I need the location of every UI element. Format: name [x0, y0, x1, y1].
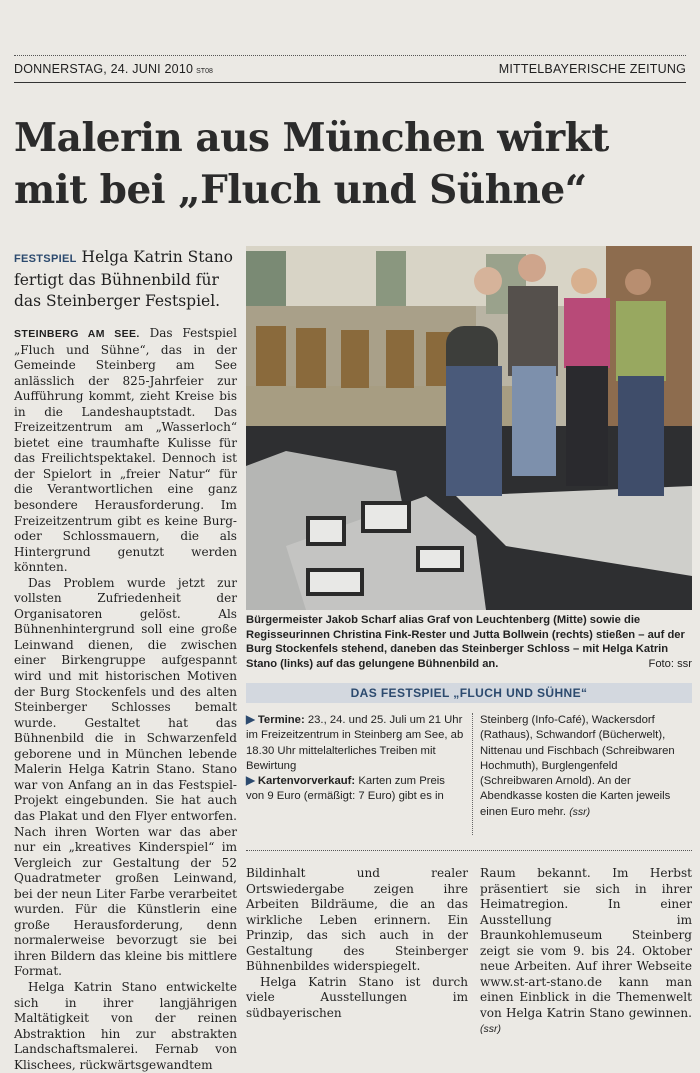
termine-text: 23., 24. und 25. Juli um 21 Uhr im Freizeitzentrum in Steinberg am See, ab 18.30 Uhr mittelalterliches Treiben mit Bewirtung: [246, 714, 464, 772]
header-rule: [14, 82, 686, 83]
headline: Malerin aus München wirkt mit bei „Fluch und Sühne“: [14, 115, 609, 213]
article-paragraph-4: Bildinhalt und realer Ortswiedergabe zeigen ihre Arbeiten Bildräume, die an das wirkliche Leben erinnern. Ein Prinzip, das sich auch in der Gestaltung des Steinberger Bühnenbildes widerspiegelt.: [246, 866, 468, 974]
infobox-divider: [472, 713, 473, 835]
subhead: [14, 247, 239, 312]
article-paragraph-6: [480, 866, 692, 1038]
article-paragraph-1: [14, 326, 237, 576]
photo-credit: Foto: ssr: [648, 657, 692, 670]
page-code: ST08: [196, 68, 213, 75]
newspaper-name: MITTELBAYERISCHE ZEITUNG: [498, 62, 686, 76]
infobox-column-1: [246, 713, 466, 805]
infobox-signature: (ssr): [569, 805, 591, 818]
photo-caption: [246, 613, 692, 671]
infobox-column-2: [480, 713, 692, 820]
photo-illustration: [246, 246, 692, 610]
infobox-bottom-rule: [246, 850, 692, 851]
subhead-kicker: FESTSPIEL: [14, 253, 77, 265]
article-paragraph-3: Helga Katrin Stano entwickelte sich in ihrer langjährigen Maltätigkeit von der reinen Abstraktion hin zur abstrakten Landschaftsmalerei. Fernab von Klischees, rückwärtsgewandtem: [14, 979, 237, 1072]
article-column-1: [14, 326, 237, 1073]
article-signature: (ssr): [480, 1023, 501, 1036]
paragraph-6-text: Raum bekannt. Im Herbst präsentiert sie sich in ihrer Heimatregion. In einer Ausstellung im Braunkohlemuseum Steinberg zeigt sie vom 9. bis 24. Oktober neue Arbeiten. Auf ihrer Webseite www.st-art-stano.de kann man einen Einblick in die Themenwelt von Helga Katrin Stano gewinnen.: [480, 866, 692, 1020]
vorverkauf-label: Kartenvorverkauf:: [257, 775, 356, 788]
header-date: [14, 62, 213, 76]
article-column-2: [246, 866, 468, 1021]
vorverkauf-text: Karten zum Preis von 9 Euro (ermäßigt: 7 Euro) gibt es in: [246, 775, 445, 803]
bullet-arrow-icon: ▶: [246, 714, 255, 726]
header-date-text: DONNERSTAG, 24. JUNI 2010: [14, 62, 194, 76]
dateline: STEINBERG AM SEE.: [14, 328, 140, 340]
top-dotted-rule: [14, 55, 686, 56]
subhead-text: Helga Katrin Stano fertigt das Bühnenbild für das Steinberger Festspiel.: [14, 248, 234, 310]
bullet-arrow-icon: ▶: [246, 775, 255, 788]
caption-text: Bürgermeister Jakob Scharf alias Graf von Leuchtenberg (Mitte) sowie die Regisseurinnen Christina Fink-Rester und Jutta Bollwein (rechts) stießen – auf der Burg Stockenfels stehend, daneben das Steinberger Schloss – mit Helga Katrin Stano (links) auf das gelungene Bühnenbild an.: [246, 614, 685, 670]
infobox-title: DAS FESTSPIEL „FLUCH UND SÜHNE“: [246, 683, 692, 703]
article-paragraph-5: Helga Katrin Stano ist durch viele Ausstellungen im südbayerischen: [246, 974, 468, 1020]
infobox-vorverkauf: [246, 774, 466, 805]
infobox-termine: [246, 713, 466, 774]
paragraph-1-text: Das Festspiel „Fluch und Sühne“, das in der Gemeinde Steinberg am See anlässlich der 825-Jahrfeier zur Aufführung kommt, zieht Kreise bis in die Landeshauptstadt. Das Freizeitzentrum am „Wasserloch“ bietet eine traumhafte Kulisse für das Freilichtspektakel. Dennoch ist der Spielort in „freier Natur“ für die Verantwortlichen eine ganz besondere Herausforderung. Im Freizeitzentrum gibt es keine Burg- oder Schlossmauern, die als Hintergrund genutzt werden könnten.: [14, 326, 238, 575]
article-paragraph-2: Das Problem wurde jetzt zur vollsten Zufriedenheit der Organisatoren gelöst. Als Bühnenhintergrund soll eine große Leinwand dienen, die zwischen einer Birkengruppe aufgespannt wird und mit historischen Motiven der Burg Stockenfels und des alten Steinberger Schlosses bemalt wurde. Gestaltet hat das Bühnenbild die in Schwarzenfeld geborene und in München lebende Malerin Helga Katrin Stano. Stano war von Anfang an in das Festspiel-Projekt eingebunden. Sie hat auch das Plakat und den Flyer entworfen. Nach ihren Worten war das aber nur ein „kreatives Kinderspiel“ im Vergleich zur Gestaltung der 52 Quadratmeter großen Leinwand, bei der neun Liter Farbe verarbeitet wurden. Für die Künstlerin eine große Herausforderung, denn normalerweise bevorzugt sie bei ihren Bildern das kleine bis mittlere Format.: [14, 575, 237, 979]
article-column-3: [480, 866, 692, 1038]
termine-label: Termine:: [257, 714, 305, 726]
article-photo: [246, 246, 692, 610]
infobox-vorverkauf-continued: Steinberg (Info-Café), Wackersdorf (Rathaus), Schwandorf (Bücherwelt), Nittenau und Fischbach (Schreibwaren Hochmuth), Burglengenfeld (Schreibwaren Arnold). An der Abendkasse kosten die Karten jeweils einen Euro mehr.: [480, 714, 675, 818]
